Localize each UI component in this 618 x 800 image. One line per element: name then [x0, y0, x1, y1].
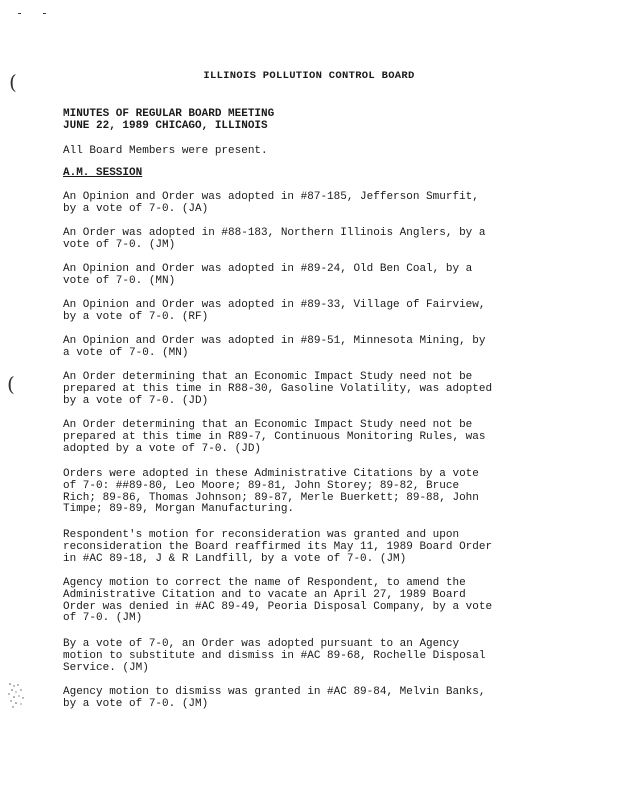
- session-heading: A.M. SESSION: [63, 167, 143, 179]
- minutes-item: An Opinion and Order was adopted in #89-51, Minnesota Mining, by a vote of 7-0. (MN): [63, 335, 486, 359]
- minutes-item: Orders were adopted in these Administrative Citations by a vote of 7-0: ##89-80, Leo Moore; 89-81, John Storey; 89-82, Bruce Rich; 89-86, Thomas Johnson; 89-87, Merle Buerkett; 89-88, John Timpe; 89-89, Morgan Manufacturing.: [63, 468, 479, 516]
- meeting-date-location: JUNE 22, 1989 CHICAGO, ILLINOIS: [63, 120, 268, 132]
- meeting-title: MINUTES OF REGULAR BOARD MEETING: [63, 108, 275, 120]
- document-title: ILLINOIS POLLUTION CONTROL BOARD: [203, 70, 415, 82]
- minutes-item: By a vote of 7-0, an Order was adopted pursuant to an Agency motion to substitute and dismiss in #AC 89-68, Rochelle Disposal Service. (JM): [63, 638, 486, 674]
- minutes-item: An Opinion and Order was adopted in #89-33, Village of Fairview, by a vote of 7-0. (RF): [63, 299, 486, 323]
- margin-mark: (: [7, 372, 15, 396]
- minutes-item: An Opinion and Order was adopted in #87-185, Jefferson Smurfit, by a vote of 7-0. (JA): [63, 191, 479, 215]
- minutes-item: Respondent's motion for reconsideration was granted and upon reconsideration the Board reaffirmed its May 11, 1989 Board Order in #AC 89-18, J & R Landfill, by a vote of 7-0. (JM): [63, 529, 493, 565]
- scan-speck: [43, 13, 46, 14]
- minutes-item: An Order determining that an Economic Impact Study need not be prepared at this time in R89-7, Continuous Monitoring Rules, was adopted by a vote of 7-0. (JD): [63, 419, 486, 455]
- scan-noise: [4, 680, 30, 710]
- minutes-item: An Opinion and Order was adopted in #89-24, Old Ben Coal, by a vote of 7-0. (MN): [63, 263, 473, 287]
- minutes-item: Agency motion to dismiss was granted in #AC 89-84, Melvin Banks, by a vote of 7-0. (JM): [63, 686, 486, 710]
- meeting-heading: [63, 108, 274, 132]
- margin-mark: (: [9, 70, 17, 94]
- minutes-item: Agency motion to correct the name of Respondent, to amend the Administrative Citation and to vacate an April 27, 1989 Board Order was denied in #AC 89-49, Peoria Disposal Company, by a vote of 7-0. (JM): [63, 577, 493, 625]
- minutes-item: An Order determining that an Economic Impact Study need not be prepared at this time in R88-30, Gasoline Volatility, was adopted by a vote of 7-0. (JD): [63, 371, 493, 407]
- minutes-item: An Order was adopted in #88-183, Northern Illinois Anglers, by a vote of 7-0. (JM): [63, 227, 486, 251]
- scan-speck: [18, 13, 21, 14]
- attendance-note: All Board Members were present.: [63, 145, 268, 157]
